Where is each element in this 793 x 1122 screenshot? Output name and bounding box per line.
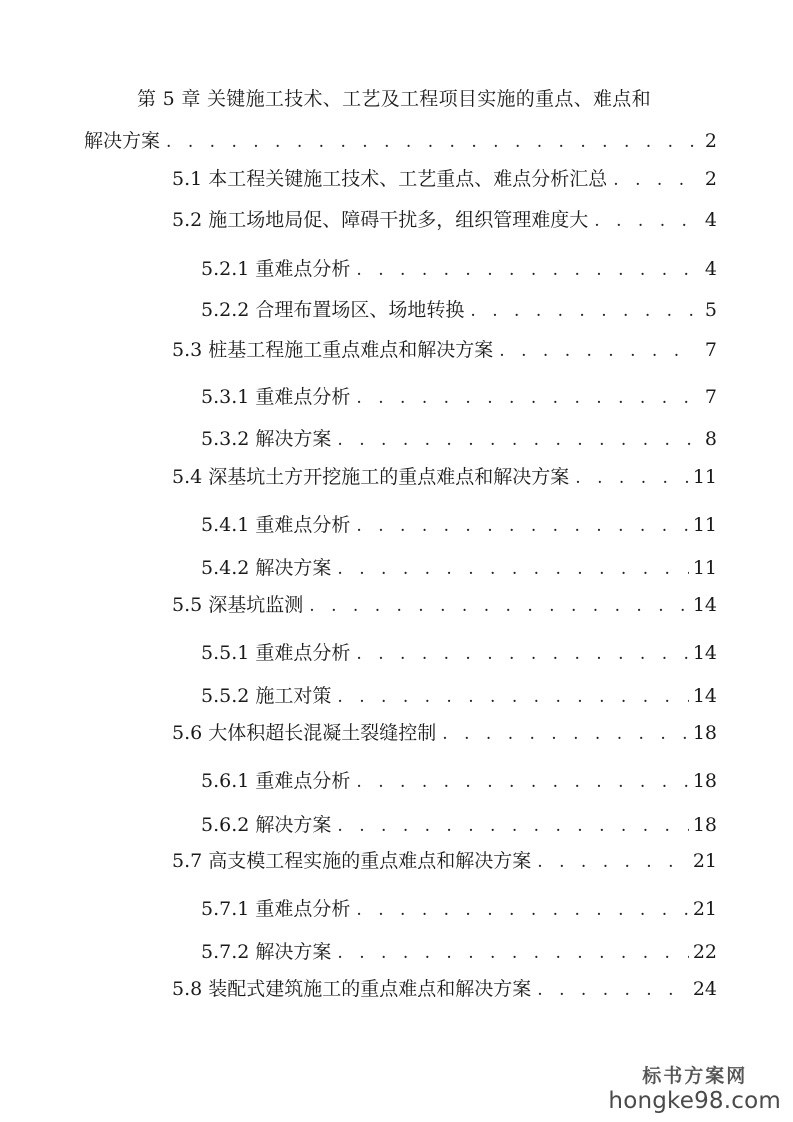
chapter-heading: 第 5 章 关键施工技术、工艺及工程项目实施的重点、难点和 <box>137 88 651 110</box>
toc-entry[interactable] <box>172 720 717 747</box>
toc-subentry[interactable] <box>201 512 717 539</box>
toc-entry-page: 18 <box>692 814 717 836</box>
toc-entry-page: 21 <box>692 898 717 920</box>
toc-entry[interactable] <box>172 166 717 193</box>
toc-subentry[interactable] <box>201 768 717 795</box>
toc-subentry[interactable] <box>201 683 717 710</box>
toc-entry-title: 5.3.1 重难点分析 <box>201 386 351 408</box>
toc-entry-title: 5.6.2 解决方案 <box>201 814 332 836</box>
toc-leader-dots <box>356 769 688 795</box>
toc-entry-page: 14 <box>692 685 717 707</box>
toc-leader-dots <box>337 684 688 710</box>
toc-leader-dots <box>537 977 689 1003</box>
toc-leader-dots <box>337 940 688 966</box>
toc-entry-chapter[interactable] <box>84 128 717 155</box>
toc-leader-dots <box>594 208 695 234</box>
toc-entry-page: 24 <box>692 978 717 1000</box>
toc-leader-dots <box>575 465 689 491</box>
toc-entry-title: 5.1 本工程关键施工技术、工艺重点、难点分析汇总 <box>172 168 608 190</box>
toc-entry-page: 4 <box>704 209 717 231</box>
toc-subentry[interactable] <box>201 297 717 324</box>
toc-leader-dots <box>166 129 695 155</box>
toc-entry-title: 5.4.2 解决方案 <box>201 557 332 579</box>
toc-entry-page: 14 <box>692 642 717 664</box>
toc-entry-page: 11 <box>692 557 717 579</box>
toc-entry-title: 5.5.1 重难点分析 <box>201 642 351 664</box>
watermark-text-cn: 标书方案网 <box>642 1065 748 1087</box>
toc-entry-page: 21 <box>692 850 717 872</box>
toc-entry-page: 22 <box>692 941 717 963</box>
toc-entry-title: 5.2 施工场地局促、障碍干扰多，组织管理难度大 <box>172 209 589 231</box>
toc-leader-dots <box>499 338 695 364</box>
toc-entry-title: 5.4 深基坑土方开挖施工的重点难点和解决方案 <box>172 466 570 488</box>
toc-entry-page: 7 <box>704 339 717 361</box>
toc-leader-dots <box>337 427 695 453</box>
toc-leader-dots <box>356 513 688 539</box>
site-watermark <box>608 1061 781 1114</box>
toc-entry-page: 2 <box>704 168 717 190</box>
toc-entry[interactable] <box>172 592 717 619</box>
toc-subentry[interactable] <box>201 640 717 667</box>
toc-entry[interactable] <box>172 976 717 1003</box>
toc-leader-dots <box>356 257 695 283</box>
toc-leader-dots <box>337 813 688 839</box>
toc-entry-title: 解决方案 <box>84 130 161 152</box>
toc-entry-title: 5.2.1 重难点分析 <box>201 258 351 280</box>
toc-subentry[interactable] <box>201 384 717 411</box>
toc-leader-dots <box>470 298 695 324</box>
toc-entry-page: 2 <box>704 130 717 152</box>
toc-entry-page: 14 <box>692 594 717 616</box>
toc-entry-page: 5 <box>704 299 717 321</box>
toc-entry-page: 18 <box>692 770 717 792</box>
toc-entry-page: 8 <box>704 428 717 450</box>
toc-subentry[interactable] <box>201 896 717 923</box>
toc-entry-page: 4 <box>704 258 717 280</box>
toc-entry-page: 11 <box>692 514 717 536</box>
toc-entry-title: 5.2.2 合理布置场区、场地转换 <box>201 299 465 321</box>
toc-subentry[interactable] <box>201 812 717 839</box>
toc-leader-dots <box>337 556 688 582</box>
toc-entry-title: 5.7 高支模工程实施的重点难点和解决方案 <box>172 850 532 872</box>
toc-subentry[interactable] <box>201 939 717 966</box>
toc-entry-page: 7 <box>704 386 717 408</box>
toc-entry[interactable] <box>172 207 717 234</box>
toc-subentry[interactable] <box>201 256 717 283</box>
toc-entry-page: 18 <box>692 722 717 744</box>
toc-subentry[interactable] <box>201 555 717 582</box>
toc-entry-title: 5.6.1 重难点分析 <box>201 770 351 792</box>
toc-entry-page: 11 <box>692 466 717 488</box>
toc-entry[interactable] <box>172 848 717 875</box>
toc-leader-dots <box>356 385 695 411</box>
toc-entry-title: 5.5.2 施工对策 <box>201 685 332 707</box>
toc-entry-title: 5.5 深基坑监测 <box>172 594 304 616</box>
toc-entry-title: 5.7.1 重难点分析 <box>201 898 351 920</box>
toc-entry-title: 5.8 装配式建筑施工的重点难点和解决方案 <box>172 978 532 1000</box>
toc-leader-dots <box>613 167 695 193</box>
toc-entry[interactable] <box>172 464 717 491</box>
toc-entry-title: 5.7.2 解决方案 <box>201 941 332 963</box>
toc-leader-dots <box>309 593 689 619</box>
toc-entry-title: 5.4.1 重难点分析 <box>201 514 351 536</box>
toc-entry-title: 5.3 桩基工程施工重点难点和解决方案 <box>172 339 494 361</box>
toc-leader-dots <box>442 721 689 747</box>
watermark-url: hongke98.com <box>608 1088 781 1114</box>
toc-leader-dots <box>356 641 688 667</box>
toc-entry-title: 5.6 大体积超长混凝土裂缝控制 <box>172 722 437 744</box>
toc-entry-title: 5.3.2 解决方案 <box>201 428 332 450</box>
toc-leader-dots <box>356 897 688 923</box>
toc-leader-dots <box>537 849 689 875</box>
toc-subentry[interactable] <box>201 426 717 453</box>
toc-entry[interactable] <box>172 337 717 364</box>
